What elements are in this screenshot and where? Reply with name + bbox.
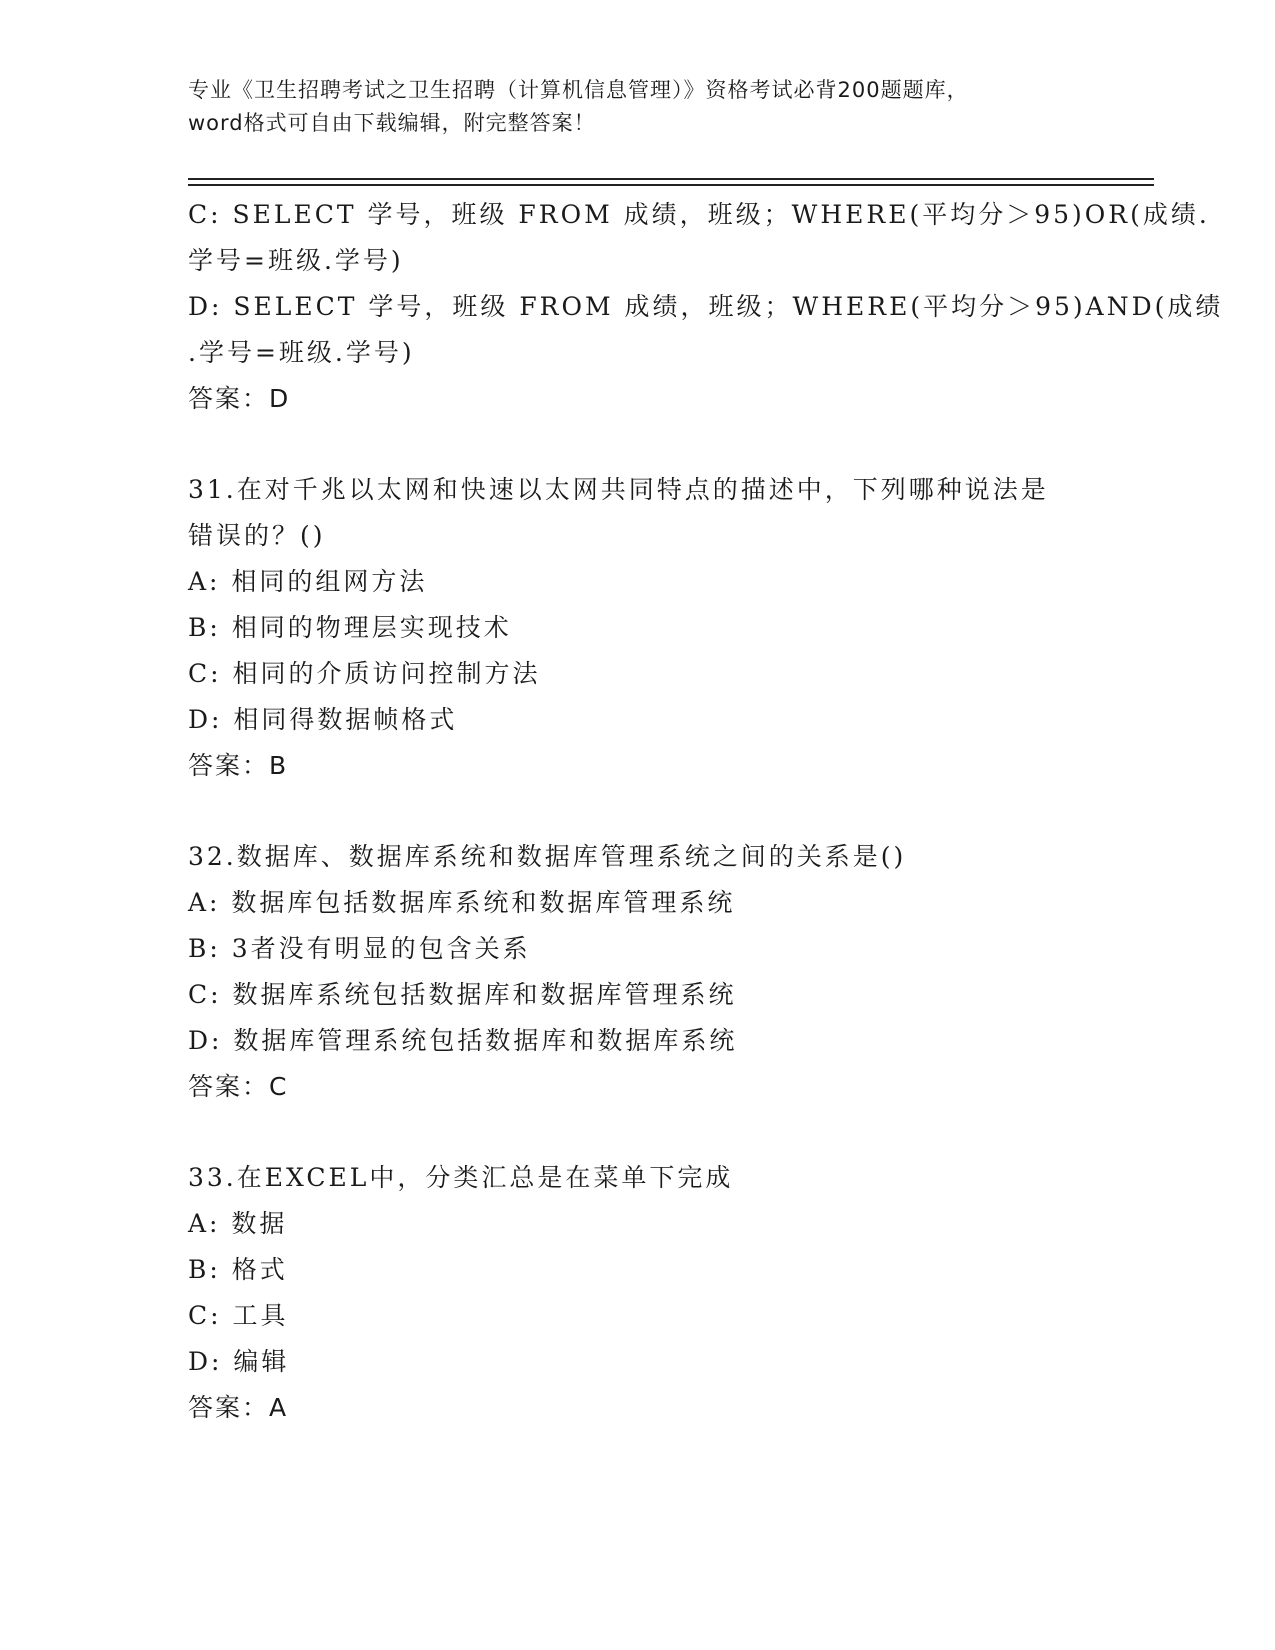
option-b: B: 格式 (188, 1255, 288, 1284)
answer-label: 答案：B (188, 751, 289, 780)
question-list (188, 192, 1224, 1431)
answer-label: 答案：D (188, 384, 291, 413)
question-stem-line-1: 31.在对千兆以太网和快速以太网共同特点的描述中，下列哪种说法是 (188, 475, 1049, 504)
option-b: B: 3者没有明显的包含关系 (188, 934, 531, 963)
question-33 (188, 1155, 1088, 1431)
option-c-line-2: 学号=班级.学号) (188, 246, 404, 275)
option-a: A: 数据 (188, 1209, 288, 1238)
question-stem-line-1: 33.在EXCEL中，分类汇总是在菜单下完成 (188, 1163, 734, 1192)
option-d: D: 数据库管理系统包括数据库和数据库系统 (188, 1026, 738, 1055)
answer-label: 答案：C (188, 1072, 289, 1101)
option-a: A: 相同的组网方法 (188, 567, 428, 596)
header-title-line-2: word格式可自由下载编辑，附完整答案！ (188, 111, 596, 135)
header-divider-bottom (188, 184, 1154, 186)
question-stem-line-2: 错误的？() (188, 521, 326, 550)
question-fragment (188, 192, 1224, 422)
document-header (188, 74, 1088, 140)
option-b: B: 相同的物理层实现技术 (188, 613, 512, 642)
question-31 (188, 467, 1088, 789)
option-d-line-2: .学号=班级.学号) (188, 338, 415, 367)
option-d: D: 编辑 (188, 1347, 290, 1376)
question-stem-line-1: 32.数据库、数据库系统和数据库管理系统之间的关系是() (188, 842, 907, 871)
option-c: C: 数据库系统包括数据库和数据库管理系统 (188, 980, 737, 1009)
answer-label: 答案：A (188, 1393, 289, 1422)
header-divider-top (188, 178, 1154, 180)
option-a: A: 数据库包括数据库系统和数据库管理系统 (188, 888, 736, 917)
option-d: D: 相同得数据帧格式 (188, 705, 458, 734)
option-c: C: 工具 (188, 1301, 289, 1330)
header-title-line-1: 专业《卫生招聘考试之卫生招聘（计算机信息管理）》资格考试必背200题题库， (188, 78, 969, 102)
option-d-line-1: D: SELECT 学号，班级 FROM 成绩，班级；WHERE(平均分＞95)AND(成绩 (188, 292, 1224, 321)
option-c-line-1: C: SELECT 学号，班级 FROM 成绩，班级；WHERE(平均分＞95)OR(成绩. (188, 200, 1210, 229)
question-32 (188, 834, 1088, 1110)
option-c: C: 相同的介质访问控制方法 (188, 659, 541, 688)
